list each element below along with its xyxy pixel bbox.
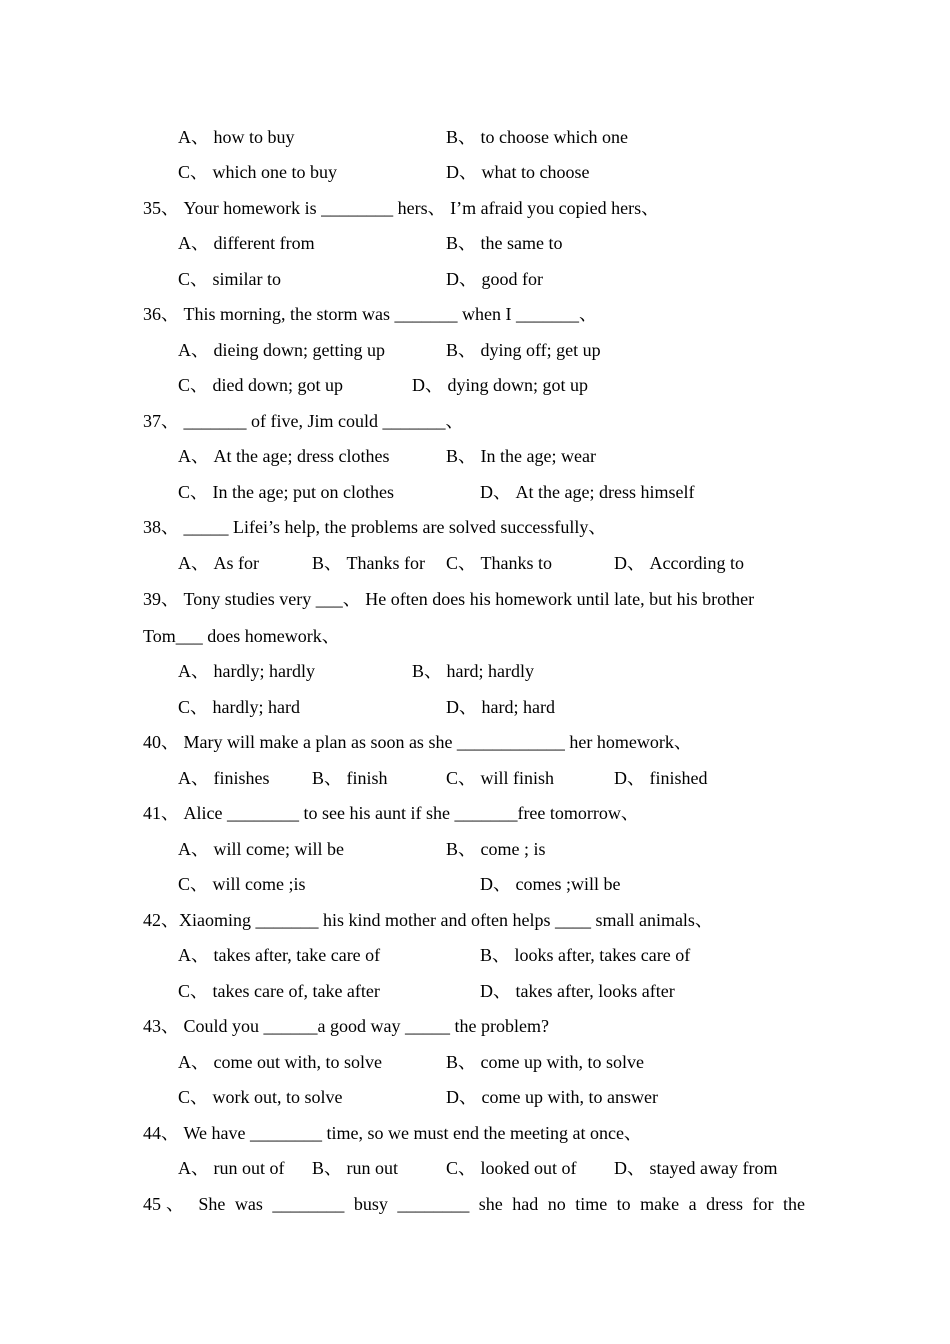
answer-option <box>446 694 555 720</box>
answer-option <box>178 479 394 505</box>
option-letter: A、 <box>178 553 209 573</box>
answer-option <box>178 266 281 292</box>
option-text: finishes <box>213 768 270 788</box>
option-text: finished <box>649 768 708 788</box>
answer-option <box>178 443 389 469</box>
option-letter: C、 <box>178 162 209 182</box>
answer-option <box>178 942 380 968</box>
question-line: 45、 She was ________ busy ________ she had no time to make a dress for the <box>143 1194 805 1214</box>
option-text: run out of <box>213 1158 285 1178</box>
option-text: finish <box>346 768 388 788</box>
option-text: As for <box>213 553 259 573</box>
answer-option <box>446 1049 644 1075</box>
answer-option <box>480 942 690 968</box>
question-line: Tom___ does homework、 <box>143 626 340 646</box>
option-text: good for <box>481 269 543 289</box>
option-text: similar to <box>212 269 282 289</box>
answer-option <box>446 266 543 292</box>
answer-option <box>412 372 588 398</box>
option-letter: B、 <box>446 340 477 360</box>
answer-option <box>178 372 343 398</box>
answer-option <box>178 871 306 897</box>
question-line: 42、Xiaoming _______ his kind mother and often helps ____ small animals、 <box>143 910 713 930</box>
option-text: which one to buy <box>212 162 337 182</box>
option-text: come up with, to solve <box>480 1052 644 1072</box>
question-line: 40、 Mary will make a plan as soon as she ____________ her homework、 <box>143 732 692 752</box>
option-letter: A、 <box>178 839 209 859</box>
answer-option <box>412 658 534 684</box>
answer-option <box>480 978 675 1004</box>
option-letter: C、 <box>178 981 209 1001</box>
option-text: dying down; got up <box>447 375 589 395</box>
answer-option <box>178 765 270 791</box>
option-text: According to <box>649 553 744 573</box>
answer-option <box>446 765 554 791</box>
option-letter: D、 <box>446 1087 477 1107</box>
option-text: different from <box>213 233 315 253</box>
question-line: 38、 _____ Lifei’s help, the problems are solved successfully、 <box>143 517 607 537</box>
option-letter: C、 <box>446 553 477 573</box>
option-letter: D、 <box>614 553 645 573</box>
answer-option <box>446 836 546 862</box>
option-letter: B、 <box>446 839 477 859</box>
question-line: 44、 We have ________ time, so we must end the meeting at once、 <box>143 1123 642 1143</box>
option-text: In the age; wear <box>480 446 596 466</box>
answer-option <box>480 871 620 897</box>
option-letter: A、 <box>178 661 209 681</box>
answer-option <box>178 550 259 576</box>
answer-option <box>178 124 295 150</box>
answer-option <box>312 1155 398 1181</box>
option-text: stayed away from <box>649 1158 778 1178</box>
option-text: hardly; hardly <box>213 661 315 681</box>
option-letter: B、 <box>446 446 477 466</box>
question-line: 36、 This morning, the storm was _______ when I _______、 <box>143 304 597 324</box>
answer-option <box>312 550 425 576</box>
option-text: come ; is <box>480 839 546 859</box>
option-letter: D、 <box>480 874 511 894</box>
option-letter: A、 <box>178 768 209 788</box>
answer-option <box>446 550 552 576</box>
question-line: 41、 Alice ________ to see his aunt if she _______free tomorrow、 <box>143 803 639 823</box>
option-text: looked out of <box>480 1158 577 1178</box>
answer-option <box>178 1155 285 1181</box>
option-letter: D、 <box>614 1158 645 1178</box>
option-letter: C、 <box>178 482 209 502</box>
answer-option <box>614 1155 777 1181</box>
option-text: In the age; put on clothes <box>212 482 394 502</box>
option-letter: B、 <box>312 553 343 573</box>
option-letter: B、 <box>412 661 443 681</box>
answer-option <box>178 658 315 684</box>
option-text: comes ;will be <box>515 874 621 894</box>
option-letter: B、 <box>446 233 477 253</box>
option-letter: A、 <box>178 127 209 147</box>
answer-option <box>446 337 601 363</box>
option-letter: C、 <box>178 1087 209 1107</box>
option-text: looks after, takes care of <box>514 945 691 965</box>
option-text: will come ;is <box>212 874 306 894</box>
answer-option <box>446 1155 577 1181</box>
question-line: 37、 _______ of five, Jim could _______、 <box>143 411 464 431</box>
option-letter: D、 <box>480 482 511 502</box>
option-text: come out with, to solve <box>213 1052 382 1072</box>
option-text: will finish <box>480 768 555 788</box>
option-text: run out <box>346 1158 399 1178</box>
answer-option <box>614 765 708 791</box>
option-letter: B、 <box>312 1158 343 1178</box>
option-letter: B、 <box>446 127 477 147</box>
option-letter: B、 <box>446 1052 477 1072</box>
option-text: At the age; dress himself <box>515 482 695 502</box>
option-letter: D、 <box>412 375 443 395</box>
option-text: hard; hard <box>481 697 555 717</box>
answer-option <box>312 765 388 791</box>
option-text: the same to <box>480 233 563 253</box>
option-letter: C、 <box>446 768 477 788</box>
answer-option <box>178 978 380 1004</box>
option-text: dying off; get up <box>480 340 601 360</box>
option-text: will come; will be <box>213 839 344 859</box>
answer-option <box>446 1084 658 1110</box>
option-text: Thanks for <box>346 553 425 573</box>
option-letter: C、 <box>178 375 209 395</box>
option-text: hard; hardly <box>446 661 534 681</box>
option-text: Thanks to <box>480 553 553 573</box>
option-letter: D、 <box>446 269 477 289</box>
option-letter: A、 <box>178 1158 209 1178</box>
option-letter: A、 <box>178 1052 209 1072</box>
answer-option <box>178 230 315 256</box>
option-letter: C、 <box>178 874 209 894</box>
option-text: takes after, take care of <box>213 945 381 965</box>
option-letter: D、 <box>446 162 477 182</box>
answer-option <box>178 337 385 363</box>
answer-option <box>178 694 300 720</box>
answer-option <box>446 124 628 150</box>
option-text: work out, to solve <box>212 1087 343 1107</box>
option-letter: B、 <box>312 768 343 788</box>
answer-option <box>446 159 589 185</box>
option-letter: D、 <box>480 981 511 1001</box>
question-line: 43、 Could you ______a good way _____ the problem? <box>143 1016 549 1036</box>
answer-option <box>614 550 744 576</box>
option-letter: A、 <box>178 945 209 965</box>
answer-option <box>480 479 694 505</box>
option-letter: C、 <box>178 269 209 289</box>
question-line: 35、 Your homework is ________ hers、 I’m afraid you copied hers、 <box>143 198 660 218</box>
option-text: how to buy <box>213 127 295 147</box>
answer-option <box>446 443 596 469</box>
option-text: come up with, to answer <box>481 1087 658 1107</box>
option-text: takes after, looks after <box>515 981 675 1001</box>
option-text: to choose which one <box>480 127 628 147</box>
answer-option <box>178 159 337 185</box>
answer-option <box>178 1049 382 1075</box>
answer-option <box>446 230 563 256</box>
option-letter: A、 <box>178 446 209 466</box>
option-letter: B、 <box>480 945 511 965</box>
option-text: died down; got up <box>212 375 344 395</box>
answer-option <box>178 836 344 862</box>
option-text: what to choose <box>481 162 590 182</box>
option-letter: D、 <box>446 697 477 717</box>
option-letter: C、 <box>178 697 209 717</box>
option-text: hardly; hard <box>212 697 300 717</box>
option-letter: A、 <box>178 340 209 360</box>
answer-option <box>178 1084 343 1110</box>
question-line: 39、 Tony studies very ___、 He often does his homework until late, but his brother <box>143 589 755 609</box>
option-text: dieing down; getting up <box>213 340 385 360</box>
option-text: takes care of, take after <box>212 981 380 1001</box>
option-letter: A、 <box>178 233 209 253</box>
option-letter: C、 <box>446 1158 477 1178</box>
option-text: At the age; dress clothes <box>213 446 390 466</box>
option-letter: D、 <box>614 768 645 788</box>
